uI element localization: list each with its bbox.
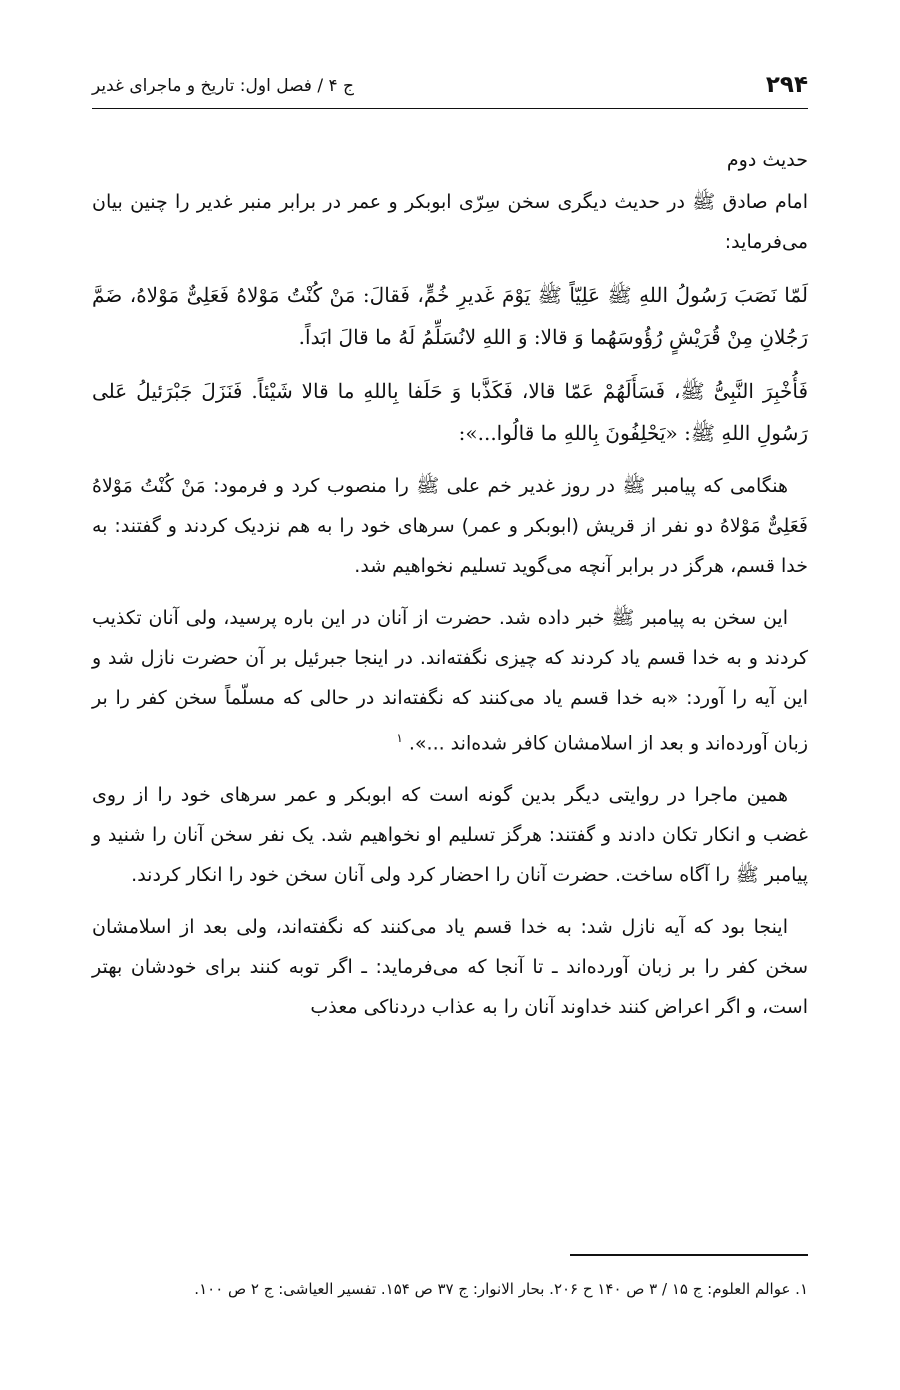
arabic-hadith-paragraph: فَأُخْبِرَ النَّبِیُّ ﷺ، فَسَأَلَهُمْ عَمّا قالا، فَکَذَّبا وَ حَلَفا بِاللهِ ما قالا شَیْئاً. فَنَزَلَ جَبْرَئیلُ عَلی رَسُولِ اللهِ ﷺ: «یَحْلِفُونَ بِاللهِ ما قالُوا...»: (92, 379, 809, 445)
paragraph-text: این سخن به پیامبر ﷺ خبر داده شد. حضرت از آنان در این باره پرسید، ولی آنان تکذیب کردند و به خدا قسم یاد کردند که چیزی نگفته‌اند. در اینجا جبرئیل بر آن حضرت نازل شد و این آیه را آورد: «به خدا قسم یاد می‌کنند که نگفته‌اند در حالی که مسلّماً سخن کفر را بر زبان آورده‌اند و بعد از اسلامشان کافر شده‌اند ...». (92, 607, 808, 755)
page-number: ۲۹۴ (765, 72, 808, 98)
translation-paragraph: هنگامی که پیامبر ﷺ در روز غدیر خم علی ﷺ را منصوب کرد و فرمود: مَنْ کُنْتُ مَوْلاهُ فَعَلِیٌّ مَوْلاهُ دو نفر از قریش (ابوبکر و عمر) سرهای خود را به هم نزدیک کردند و گفتند: به خدا قسم، هرگز در برابر آنچه می‌گوید تسلیم نخواهیم شد. (92, 475, 808, 577)
book-page (92, 0, 808, 1390)
footnote: ۱. عوالم العلوم: ج ۱۵ / ۳ ص ۱۴۰ ح ۲۰۶. بحار الانوار: ج ۳۷ ص ۱۵۴. تفسیر العیاشی: ج ۲ ص ۱۰۰. (194, 1280, 808, 1298)
page-body (92, 144, 808, 1039)
narration-paragraph: اینجا بود که آیه نازل شد: به خدا قسم یاد می‌کنند که نگفته‌اند، ولی بعد از اسلامشان سخن کفر را بر زبان آورده‌اند ـ تا آنجا که می‌فرماید: ـ اگر توبه کنند برای خودشان بهتر است، و اگر اعراض کنند خداوند آنان را به عذاب دردناکی معذب (92, 916, 808, 1019)
narration-paragraph: همین ماجرا در روایتی دیگر بدین گونه است که ابوبکر و عمر سرهای خود را از روی غضب و انکار تکان دادند و گفتند: هرگز تسلیم او نخواهیم شد. یک نفر سخن آنان را شنید و پیامبر ﷺ را آگاه ساخت. حضرت آنان را احضار کرد ولی آنان سخن خود را انکار کردند. (92, 784, 808, 887)
section-heading: حدیث دوم (726, 149, 808, 171)
intro-paragraph: امام صادق ﷺ در حدیث دیگری سخن سِرّی ابوبکر و عمر در برابر منبر غدیر را چنین بیان می‌فرماید: (92, 191, 808, 253)
translation-paragraph (92, 598, 808, 763)
footnote-divider (570, 1254, 808, 1256)
footnote-marker: ۱ (396, 731, 403, 745)
page-header (92, 68, 808, 109)
arabic-hadith-paragraph: لَمّا نَصَبَ رَسُولُ اللهِ ﷺ عَلِیّاً ﷺ یَوْمَ غَدیرِ خُمٍّ، فَقالَ: مَنْ کُنْتُ مَوْلاهُ فَعَلِیٌّ مَوْلاهُ، ضَمَّ رَجُلانِ مِنْ قُرَیْشٍ رُؤُوسَهُما وَ قالا: وَ اللهِ لانُسَلِّمُ لَهُ ما قالَ ابَداً. (92, 283, 808, 349)
running-title: ج ۴ / فصل اول: تاریخ و ماجرای غدیر (92, 76, 355, 96)
